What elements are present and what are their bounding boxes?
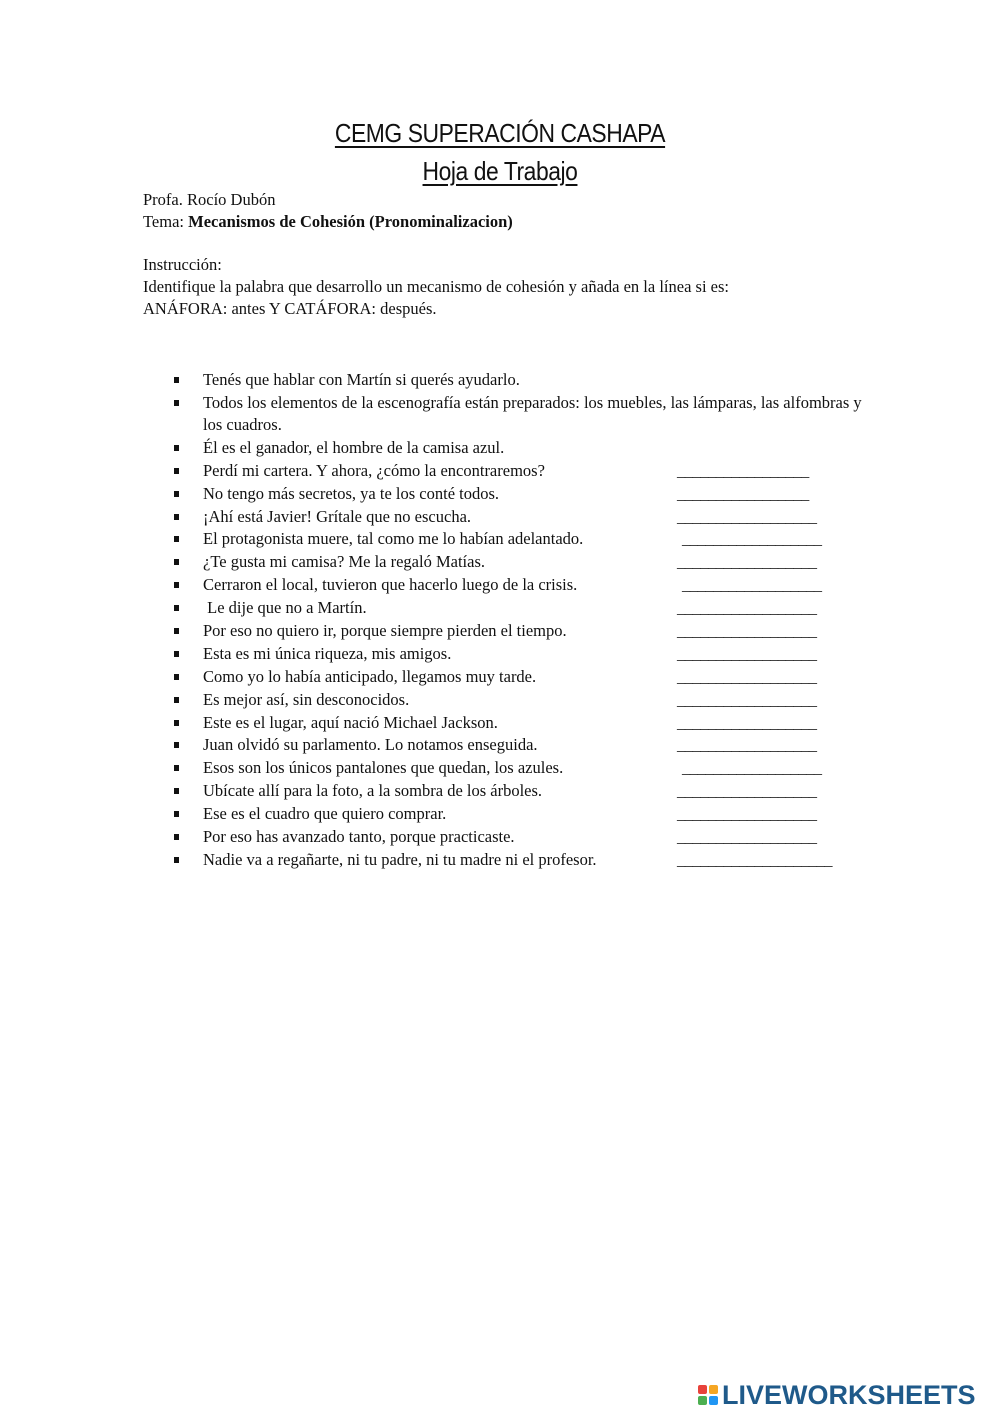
- item-sentence: Esta es mi única riqueza, mis amigos.: [203, 643, 452, 663]
- answer-blank[interactable]: ____________________: [677, 849, 832, 869]
- answer-blank[interactable]: _________________: [677, 460, 809, 480]
- answer-blank[interactable]: __________________: [677, 666, 817, 686]
- answer-blank[interactable]: __________________: [677, 735, 817, 755]
- list-item: [0, 392, 1000, 437]
- list-item: [0, 620, 1000, 643]
- instructions-line-2: ANÁFORA: antes Y CATÁFORA: después.: [143, 299, 437, 318]
- list-item: [0, 506, 1000, 529]
- list-item: [0, 826, 1000, 849]
- list-item: [0, 666, 1000, 689]
- logo-square-red: [698, 1385, 707, 1394]
- worksheet-title: CEMG SUPERACIÓN CASHAPA: [334, 118, 666, 148]
- item-sentence: Él es el ganador, el hombre de la camisa azul.: [203, 437, 505, 457]
- logo-square-green: [698, 1396, 707, 1405]
- list-item: [0, 757, 1000, 780]
- item-sentence: Todos los elementos de la escenografía están preparados: los muebles, las lámparas, las alfombras y los cuadros.: [203, 392, 862, 434]
- answer-blank[interactable]: __________________: [682, 575, 822, 595]
- item-sentence: Ubícate allí para la foto, a la sombra de los árboles.: [203, 781, 543, 801]
- item-sentence: El protagonista muere, tal como me lo habían adelantado.: [203, 529, 584, 549]
- worksheet-subtitle: Hoja de Trabajo: [422, 156, 578, 186]
- item-sentence: Nadie va a regañarte, ni tu padre, ni tu madre ni el profesor.: [203, 849, 597, 869]
- answer-blank[interactable]: __________________: [677, 598, 817, 618]
- topic-line: [143, 211, 513, 233]
- item-sentence: Por eso has avanzado tanto, porque practicaste.: [203, 827, 515, 847]
- list-item: [0, 551, 1000, 574]
- answer-blank[interactable]: __________________: [677, 643, 817, 663]
- bullet-icon: [174, 559, 179, 565]
- item-sentence: Cerraron el local, tuvieron que hacerlo luego de la crisis.: [203, 575, 578, 595]
- bullet-icon: [174, 720, 179, 726]
- bullet-icon: [174, 628, 179, 634]
- list-item: [0, 734, 1000, 757]
- list-item: [0, 460, 1000, 483]
- bullet-icon: [174, 445, 179, 451]
- answer-blank[interactable]: __________________: [677, 804, 817, 824]
- item-sentence: Es mejor así, sin desconocidos.: [203, 689, 410, 709]
- bullet-icon: [174, 697, 179, 703]
- bullet-icon: [174, 514, 179, 520]
- list-item: [0, 574, 1000, 597]
- list-item: [0, 689, 1000, 712]
- bullet-icon: [174, 377, 179, 383]
- logo-mark-icon: [698, 1385, 718, 1405]
- answer-blank[interactable]: __________________: [677, 827, 817, 847]
- list-item: [0, 597, 1000, 620]
- item-sentence: Perdí mi cartera. Y ahora, ¿cómo la encontraremos?: [203, 460, 545, 480]
- list-item: [0, 643, 1000, 666]
- bullet-icon: [174, 788, 179, 794]
- list-item: [0, 712, 1000, 735]
- bullet-icon: [174, 536, 179, 542]
- bullet-icon: [174, 674, 179, 680]
- teacher-name: Profa. Rocío Dubón: [143, 190, 276, 209]
- bullet-icon: [174, 811, 179, 817]
- answer-blank[interactable]: __________________: [677, 506, 817, 526]
- topic-value: Mecanismos de Cohesión (Pronominalizacion): [188, 212, 513, 231]
- logo-square-blue: [709, 1396, 718, 1405]
- bullet-icon: [174, 742, 179, 748]
- topic-label: Tema:: [143, 212, 189, 231]
- answer-blank[interactable]: __________________: [677, 621, 817, 641]
- item-sentence: Esos son los únicos pantalones que quedan, los azules.: [203, 758, 564, 778]
- list-item: [0, 369, 1000, 392]
- instructions-label: Instrucción:: [143, 255, 222, 274]
- list-item: [0, 483, 1000, 506]
- item-sentence: Por eso no quiero ir, porque siempre pierden el tiempo.: [203, 621, 567, 641]
- brand-name: LIVEWORKSHEETS: [722, 1380, 976, 1410]
- exercise-list: [0, 369, 1000, 872]
- bullet-icon: [174, 400, 179, 406]
- bullet-icon: [174, 582, 179, 588]
- answer-blank[interactable]: __________________: [677, 712, 817, 732]
- instructions-line-1: Identifique la palabra que desarrollo un mecanismo de cohesión y añada en la línea si es:: [143, 277, 729, 296]
- bullet-icon: [174, 651, 179, 657]
- bullet-icon: [174, 765, 179, 771]
- item-sentence: No tengo más secretos, ya te los conté todos.: [203, 483, 500, 503]
- answer-blank[interactable]: __________________: [682, 529, 822, 549]
- list-item: [0, 803, 1000, 826]
- bullet-icon: [174, 857, 179, 863]
- list-item: [0, 849, 1000, 872]
- answer-blank[interactable]: __________________: [677, 781, 817, 801]
- answer-blank[interactable]: _________________: [677, 483, 809, 503]
- liveworksheets-logo: [698, 1378, 976, 1412]
- bullet-icon: [174, 605, 179, 611]
- answer-blank[interactable]: __________________: [682, 758, 822, 778]
- item-sentence: ¡Ahí está Javier! Grítale que no escucha.: [203, 506, 472, 526]
- list-item: [0, 437, 1000, 460]
- item-sentence: Ese es el cuadro que quiero comprar.: [203, 804, 447, 824]
- item-sentence: Como yo lo había anticipado, llegamos muy tarde.: [203, 666, 537, 686]
- bullet-icon: [174, 834, 179, 840]
- item-sentence: Juan olvidó su parlamento. Lo notamos enseguida.: [203, 735, 538, 755]
- bullet-icon: [174, 491, 179, 497]
- item-sentence: ¿Te gusta mi camisa? Me la regaló Matías.: [203, 552, 485, 572]
- item-sentence: Le dije que no a Martín.: [203, 598, 367, 618]
- item-sentence: Este es el lugar, aquí nació Michael Jackson.: [203, 712, 498, 732]
- bullet-icon: [174, 468, 179, 474]
- list-item: [0, 780, 1000, 803]
- item-sentence: Tenés que hablar con Martín si querés ayudarlo.: [203, 370, 520, 389]
- answer-blank[interactable]: __________________: [677, 689, 817, 709]
- logo-square-orange: [709, 1385, 718, 1394]
- list-item: [0, 528, 1000, 551]
- answer-blank[interactable]: __________________: [677, 552, 817, 572]
